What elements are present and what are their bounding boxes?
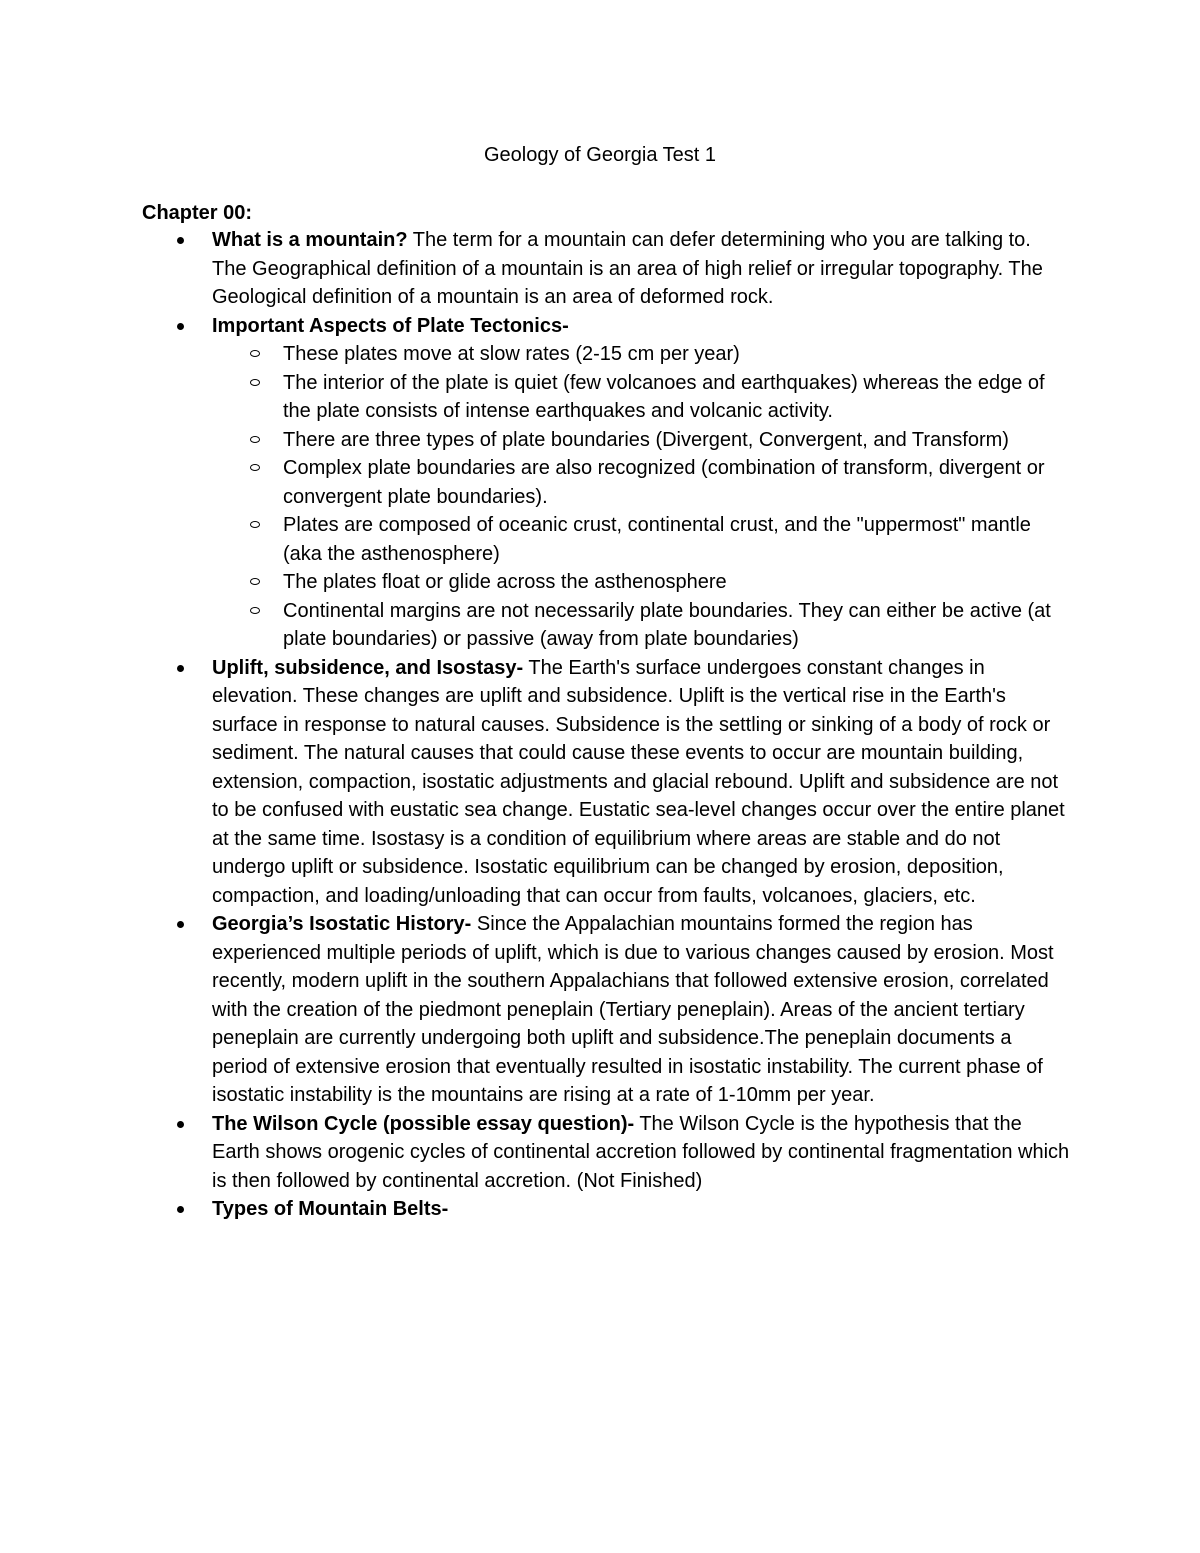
hollow-bullet-icon [250, 379, 260, 386]
sub-item-text: There are three types of plate boundaries (Divergent, Convergent, and Transform) [283, 428, 1009, 451]
sub-item-text: Plates are composed of oceanic crust, continental crust, and the "uppermost" mantle (aka the asthenosphere) [283, 514, 1031, 565]
sub-list-item [283, 340, 1070, 369]
list-item [212, 1195, 1070, 1224]
item-term: Uplift, subsidence, and Isostasy- [212, 656, 524, 679]
list-item [212, 226, 1070, 312]
bullet-icon [177, 237, 184, 244]
sub-list-item [283, 597, 1070, 654]
item-text: The Earth's surface undergoes constant changes in elevation. These changes are uplift and subsidence. Uplift is the vertical rise in the Earth's surface in response to natural causes. Subsidence is the settling or sinking of a body of rock or sediment. The natural causes that could cause these events to occur are mountain building, extension, compaction, isostatic adjustments and glacial rebound. Uplift and subsidence are not to be confused with eustatic sea change. Eustatic sea-level changes occur over the entire planet at the same time. Isostasy is a condition of equilibrium where areas are stable and do not undergo uplift or subsidence. Isostatic equilibrium can be changed by erosion, deposition, compaction, and loading/unloading that can occur from faults, volcanoes, glaciers, etc. [212, 656, 1065, 907]
bullet-icon [177, 665, 184, 672]
sub-list-item [283, 511, 1070, 568]
sub-list-item [283, 369, 1070, 426]
sub-item-text: The interior of the plate is quiet (few volcanoes and earthquakes) whereas the edge of the plate consists of intense earthquakes and volcanic activity. [283, 371, 1045, 422]
item-text: The Wilson Cycle is the hypothesis that the Earth shows orogenic cycles of continental accretion followed by continental fragmentation which is then followed by continental accretion. (Not Finished) [212, 1112, 1070, 1192]
chapter-heading: Chapter 00: [142, 202, 253, 224]
hollow-bullet-icon [250, 607, 260, 614]
item-term: The Wilson Cycle (possible essay question)- [212, 1112, 635, 1135]
hollow-bullet-icon [250, 436, 260, 443]
item-term: What is a mountain? [212, 229, 408, 251]
sub-list [212, 340, 1070, 654]
hollow-bullet-icon [250, 464, 260, 471]
sub-item-text: Complex plate boundaries are also recognized (combination of transform, divergent or convergent plate boundaries). [283, 457, 1045, 508]
list-item [212, 1110, 1070, 1196]
document-title: Geology of Georgia Test 1 [484, 144, 716, 166]
hollow-bullet-icon [250, 521, 260, 528]
list-item [212, 910, 1070, 1110]
sub-list-item [283, 568, 1070, 597]
hollow-bullet-icon [250, 578, 260, 585]
item-text: The term for a mountain can defer determining who you are talking to. The Geographical definition of a mountain is an area of high relief or irregular topography. The Geological definition of a mountain is an area of deformed rock. [212, 229, 1043, 308]
list-item [212, 312, 1070, 654]
sub-item-text: The plates float or glide across the asthenosphere [283, 571, 727, 593]
item-term: Georgia’s Isostatic History- [212, 913, 472, 935]
bullet-icon [177, 1121, 184, 1128]
bullet-icon [177, 1206, 184, 1213]
item-text: Since the Appalachian mountains formed the region has experienced multiple periods of uplift, which is due to various changes caused by erosion. Most recently, modern uplift in the southern Appalachians that followed extensive erosion, correlated with the creation of the piedmont peneplain (Tertiary peneplain). Areas of the ancient tertiary peneplain are currently undergoing both uplift and subsidence.The peneplain documents a period of extensive erosion that eventually resulted in isostatic instability. The current phase of isostatic instability is the mountains are rising at a rate of 1-10mm per year. [212, 913, 1054, 1106]
sub-list-item [283, 454, 1070, 511]
list-item [212, 654, 1070, 911]
sub-item-text: These plates move at slow rates (2-15 cm per year) [283, 343, 740, 365]
item-term: Important Aspects of Plate Tectonics- [212, 314, 569, 337]
notes-list [212, 226, 1070, 1224]
sub-list-item [283, 426, 1070, 455]
bullet-icon [177, 921, 184, 928]
item-term: Types of Mountain Belts- [212, 1198, 449, 1220]
hollow-bullet-icon [250, 350, 260, 357]
bullet-icon [177, 323, 184, 330]
sub-item-text: Continental margins are not necessarily plate boundaries. They can either be active (at plate boundaries) or passive (away from plate boundaries) [283, 599, 1051, 650]
